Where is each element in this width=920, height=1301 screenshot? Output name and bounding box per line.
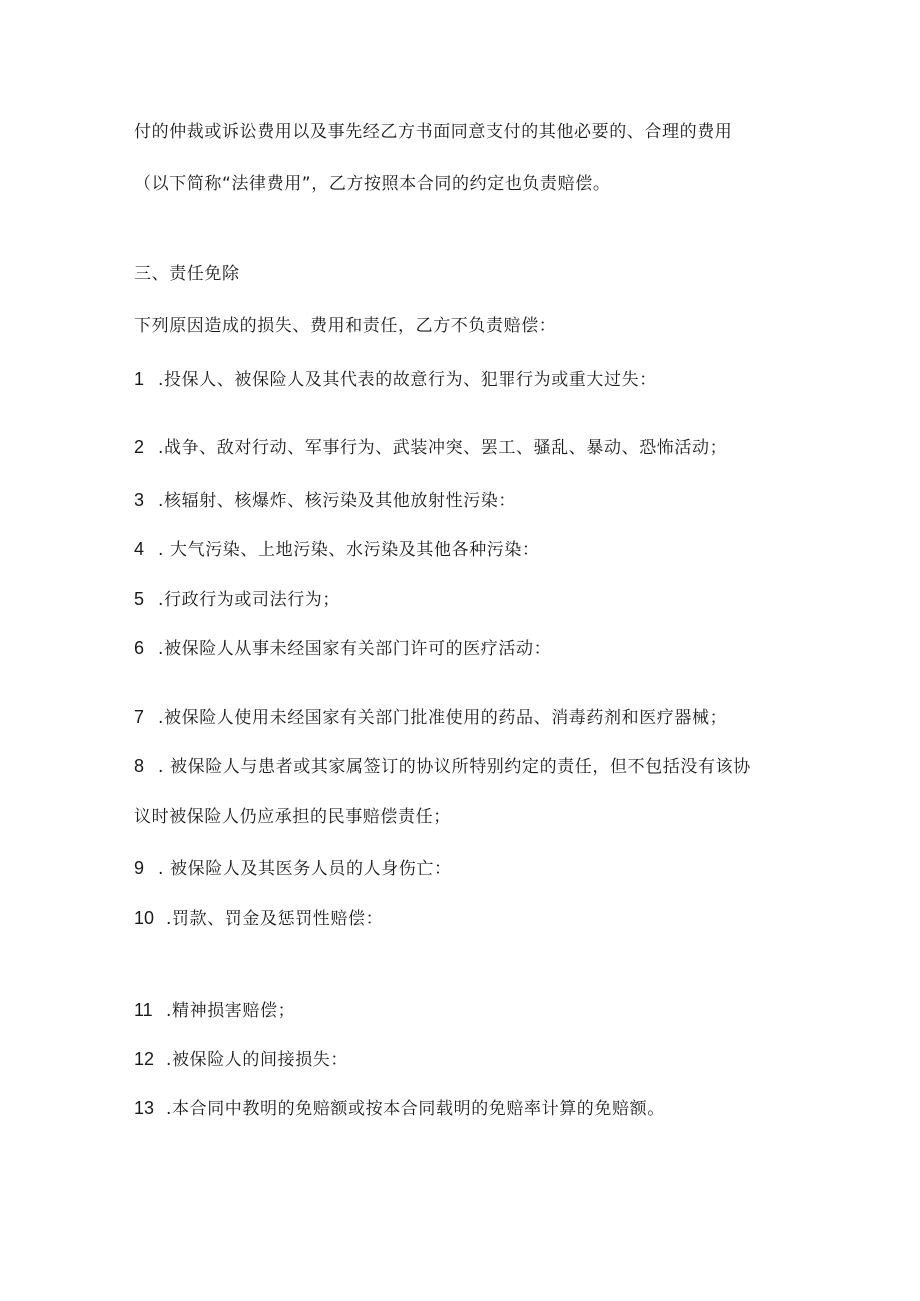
list-item-continuation: 议时被保险人仍应承担的民事赔偿责任； — [134, 807, 451, 827]
item-number: 8 — [134, 756, 145, 776]
item-text: .战争、敌对行动、军事行为、武装冲突、罢工、骚乱、暴动、恐怖活动； — [158, 438, 728, 458]
item-number: 2 — [134, 437, 145, 457]
item-text: . 大气污染、上地污染、水污染及其他各种污染： — [158, 540, 540, 560]
list-item — [134, 368, 657, 391]
item-number: 9 — [134, 858, 145, 878]
section-heading: 三、责任免除 — [134, 264, 240, 284]
item-number: 5 — [134, 589, 145, 609]
item-text: .核辐射、核爆炸、核污染及其他放射性污染： — [158, 491, 517, 511]
item-text: .罚款、罚金及惩罚性赔偿： — [166, 909, 384, 929]
list-item — [134, 706, 727, 729]
item-number: 10 — [134, 908, 155, 928]
paragraph-continuation-line-2: （以下简称“法律费用”，乙方按照本合同的约定也负责赔偿。 — [134, 174, 611, 194]
list-item — [134, 999, 295, 1022]
item-text: .被保险人的间接损失： — [166, 1050, 349, 1070]
item-text: .被保险人使用未经国家有关部门批准使用的药品、消毒药剂和医疗器械； — [158, 708, 728, 728]
item-text: . 被保险人与患者或其家属签订的协议所特别约定的责任，但不包括没有该协 — [158, 757, 751, 777]
list-item — [134, 588, 340, 611]
list-item — [134, 1048, 348, 1071]
list-item — [134, 436, 727, 459]
item-text: .被保险人从事未经国家有关部门许可的医疗活动： — [158, 639, 552, 659]
section-intro: 下列原因造成的损失、费用和责任，乙方不负责赔偿： — [134, 316, 557, 336]
list-item — [134, 907, 383, 930]
item-number: 11 — [134, 1000, 153, 1020]
item-number: 4 — [134, 539, 145, 559]
item-number: 12 — [134, 1049, 155, 1069]
item-number: 13 — [134, 1098, 155, 1118]
item-text: .本合同中教明的免赔额或按本合同载明的免赔率计算的免赔额。 — [166, 1099, 665, 1119]
list-item — [134, 755, 751, 778]
list-item — [134, 489, 516, 512]
item-number: 6 — [134, 638, 145, 658]
item-text: .投保人、被保险人及其代表的故意行为、犯罪行为或重大过失： — [158, 370, 657, 390]
list-item — [134, 637, 551, 660]
list-item — [134, 857, 452, 880]
item-number: 3 — [134, 490, 145, 510]
paragraph-continuation-line-1: 付的仲裁或诉讼费用以及事先经乙方书面同意支付的其他必要的、合理的费用 — [134, 122, 733, 142]
item-number: 7 — [134, 707, 145, 727]
item-number: 1 — [134, 369, 145, 389]
item-text: .精神损害赔偿； — [166, 1001, 296, 1021]
list-item — [134, 538, 540, 561]
list-item — [134, 1097, 665, 1120]
item-text: .行政行为或司法行为； — [158, 590, 341, 610]
item-text: . 被保险人及其医务人员的人身伤亡： — [158, 859, 452, 879]
